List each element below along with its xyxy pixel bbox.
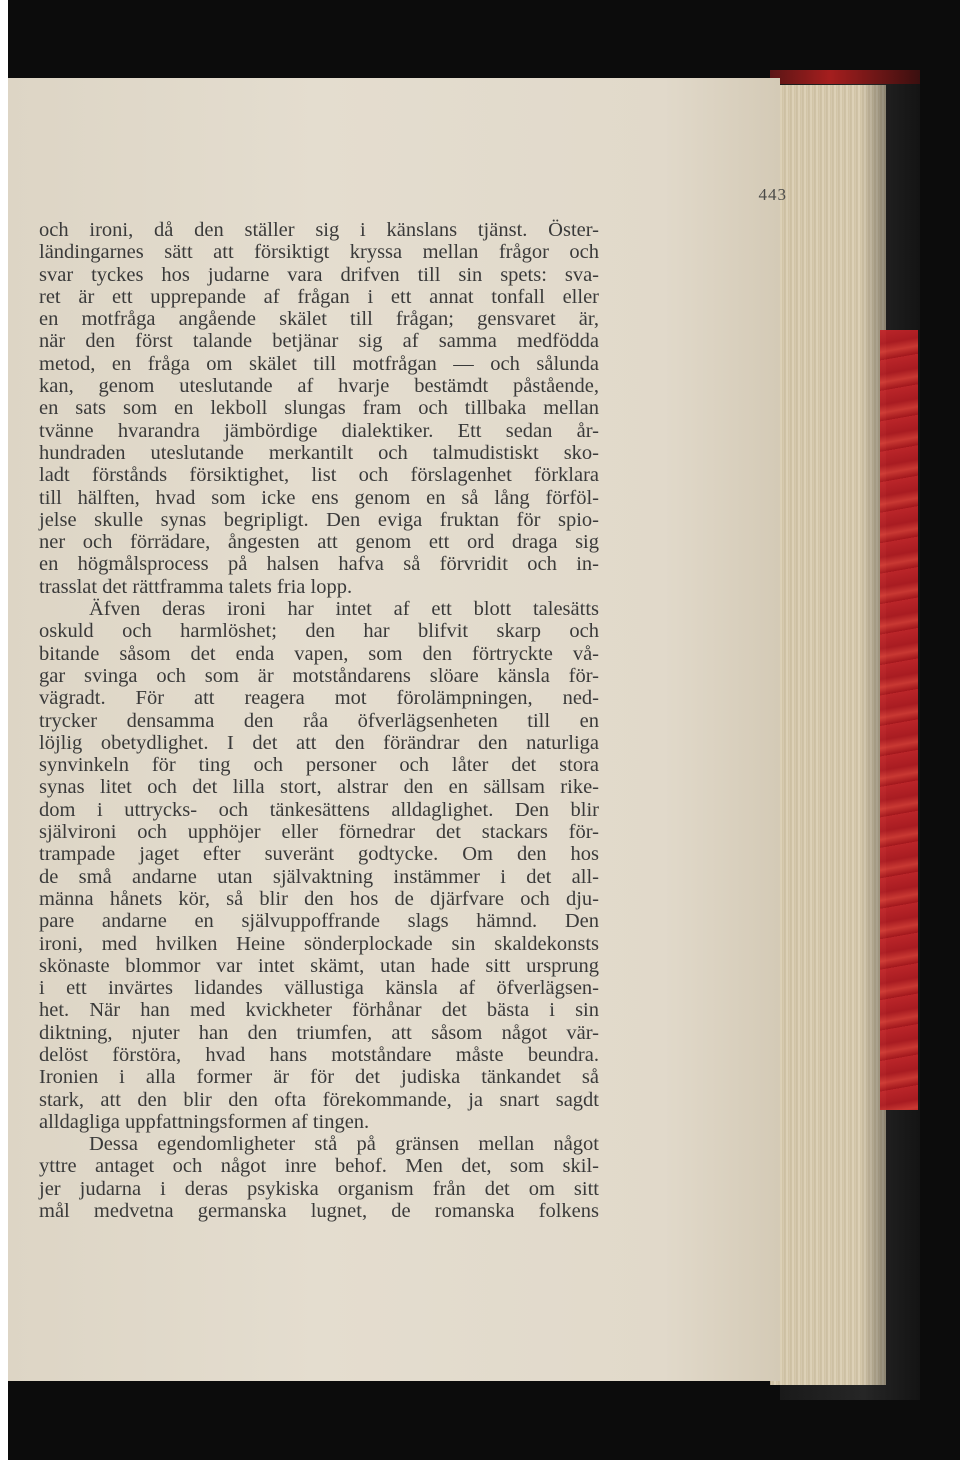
text-line: trampade jaget efter suveränt godtycke. Om den hos xyxy=(39,843,599,866)
text-line: en sats som en lekboll slungas fram och tillbaka mellan xyxy=(39,397,599,420)
text-line: löjlig obetydlighet. I det att den förändrar den naturliga xyxy=(39,731,599,754)
text-line: jer judarna i deras psykiska organism från det om sitt xyxy=(39,1177,599,1200)
cover-top-edge xyxy=(770,70,920,84)
text-line: ländingarnes sätt att försiktigt kryssa mellan frågor och xyxy=(39,241,599,264)
body-text xyxy=(39,219,599,1222)
text-line: jelse skulle synas begripligt. Den eviga fruktan för spio- xyxy=(39,508,599,531)
text-line: en högmålsprocess på halsen hafva så förvridit och in- xyxy=(39,553,599,576)
text-line: delöst förstöra, hvad hans motståndare måste beundra. xyxy=(39,1043,599,1066)
text-line: Dessa egendomligheter stå på gränsen mellan något xyxy=(89,1133,599,1156)
text-line: synvinkeln för ting och personer och låter det stora xyxy=(39,754,599,777)
text-line: pare andarne en självuppoffrande slags hämnd. Den xyxy=(39,910,599,933)
text-line: yttre antaget och något inre behof. Men det, som skil- xyxy=(39,1155,599,1178)
cover-red-marbling xyxy=(880,330,918,1110)
text-line: diktning, njuter han den triumfen, att såsom något vär- xyxy=(39,1021,599,1044)
text-line: skönaste blommor var intet skämt, utan hade sitt ursprung xyxy=(39,954,599,977)
text-line: dom i uttrycks- och tänkesättens alldaglighet. Den blir xyxy=(39,798,599,821)
text-line: kan, genom uteslutande af hvarje bestämdt påstående, xyxy=(39,375,599,398)
text-line: oskuld och harmlöshet; den har blifvit skarp och xyxy=(39,620,599,643)
text-line: stark, att den blir den ofta förekommande, ja snart sagdt xyxy=(39,1088,599,1111)
text-line: i ett invärtes lidandes vällustiga känsla af öfverlägsen- xyxy=(39,977,599,1000)
text-line: ner och förrädare, ångesten att genom ett ord draga sig xyxy=(39,531,599,554)
text-line: Äfven deras ironi har intet af ett blott talesätts xyxy=(89,598,599,621)
text-line: ladt förstånds försiktighet, list och förslagenhet förklara xyxy=(39,464,599,487)
text-line: de små andarne utan självaktning instämmer i det all- xyxy=(39,865,599,888)
text-line: Ironien i alla former är för det judiska tänkandet så xyxy=(39,1066,599,1089)
page-edges xyxy=(770,85,886,1385)
text-line: och ironi, då den ställer sig i känslans tjänst. Öster- xyxy=(39,219,599,241)
text-line: när den först talande betjänar sig af samma medfödda xyxy=(39,330,599,353)
text-line: trasslat det rättframma talets fria lopp. xyxy=(39,575,353,598)
text-line: ironi, med hvilken Heine sönderplockade sin skaldekonsts xyxy=(39,932,599,955)
text-line: alldagliga uppfattningsformen af tingen. xyxy=(39,1110,370,1133)
text-line: metod, en fråga om skälet till motfrågan — och sålunda xyxy=(39,352,599,375)
text-line: svar tyckes hos judarne vara drifven till sin spets: sva- xyxy=(39,263,599,286)
text-line: självironi och upphöjer eller förnedrar det stackars för- xyxy=(39,821,599,844)
text-line: tvänne hvarandra jämbördige dialektiker. Ett sedan år- xyxy=(39,419,599,442)
text-line: till hälften, hvad som icke ens genom en så lång förföl- xyxy=(39,486,599,509)
text-line: trycker densamma den råa öfverlägsenheten till en xyxy=(39,709,599,732)
text-line: synas litet och det lilla stort, alstrar den en sällsam rike- xyxy=(39,776,599,799)
text-line: hundraden uteslutande merkantilt och talmudistiskt sko- xyxy=(39,441,599,464)
text-line: gar svinga och som är motståndarens slöare känsla för- xyxy=(39,664,599,687)
text-line: ret är ett upprepande af frågan i ett annat tonfall eller xyxy=(39,285,599,308)
text-line: het. När han med kvickheter förhånar det bästa i sin xyxy=(39,999,599,1022)
text-line: mål medvetna germanska lugnet, de romanska folkens xyxy=(39,1200,599,1223)
text-line: männa hånets kör, så blir den hos de djärfvare och dju- xyxy=(39,887,599,910)
text-line: bitande såsom det enda vapen, som den förtryckte vå- xyxy=(39,642,599,665)
text-line: en motfråga angående skälet till frågan; gensvaret är, xyxy=(39,308,599,331)
text-line: vägradt. För att reagera mot förolämpningen, ned- xyxy=(39,687,599,710)
page-number: 443 xyxy=(758,185,787,204)
